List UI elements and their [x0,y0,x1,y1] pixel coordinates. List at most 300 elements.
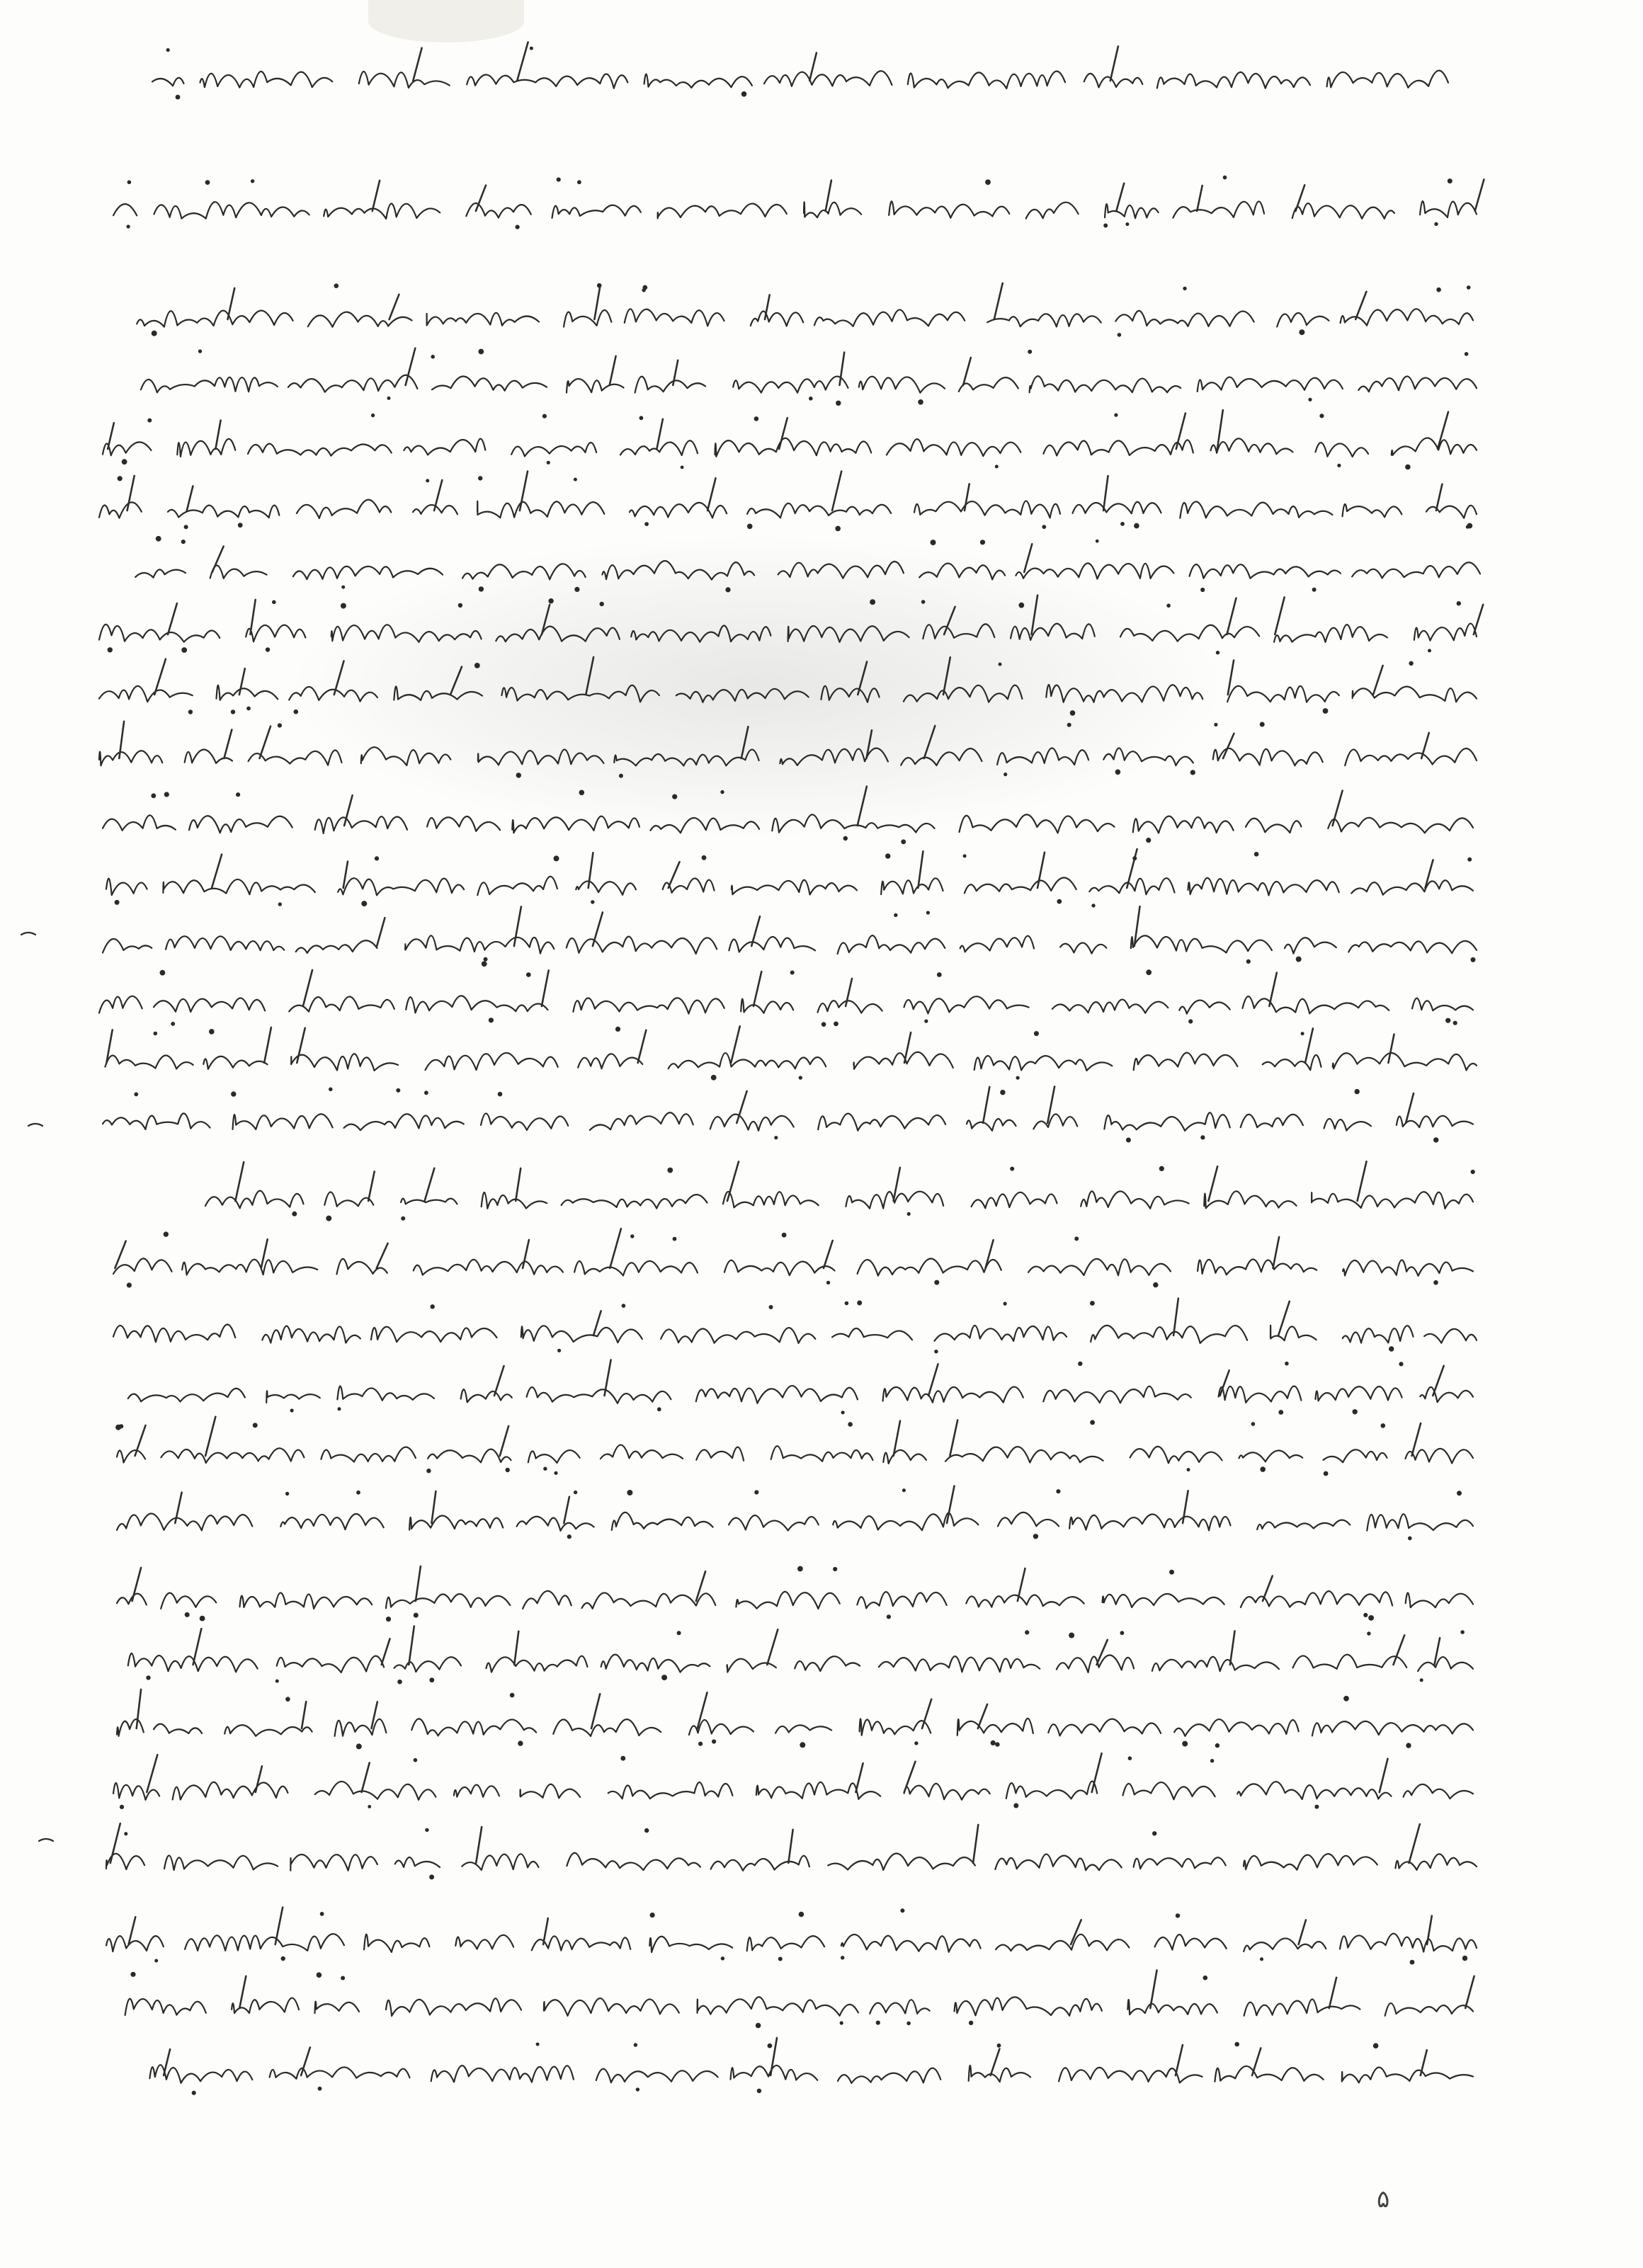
handwriting-dot [1000,1090,1005,1095]
handwriting-ascender [978,1704,987,1728]
handwriting-word [99,502,142,518]
handwriting-dot [901,839,906,844]
handwriting-dot [118,476,123,481]
handwriting-dot [120,1805,124,1809]
handwriting-dot [1363,1613,1368,1617]
handwriting-dot [1216,651,1220,654]
handwriting-dot [526,972,531,977]
handwriting-dot [387,397,391,400]
handwriting-ascender [1433,1366,1443,1396]
handwriting-word [117,1450,145,1462]
handwriting-ascender [767,1629,778,1665]
handwriting-dot [1278,1410,1283,1415]
handwriting-ascender [1103,476,1108,511]
handwriting-word [1089,878,1174,894]
handwriting-ascender [390,295,399,319]
handwriting-dot [1319,414,1324,418]
handwriting-dot [1042,525,1046,529]
handwriting-word [1043,440,1193,455]
handwriting-word [955,1997,1102,2015]
handwriting-dot [937,972,942,977]
handwriting-dot [134,1093,138,1097]
handwriting-dot [1016,1076,1020,1080]
handwriting-word [291,1054,398,1071]
handwriting-dot [184,525,188,529]
handwriting-word [502,685,659,702]
handwriting-dot [1251,1422,1256,1426]
handwriting-word [344,1114,464,1130]
handwriting-ascender [586,657,593,695]
handwriting-word [552,205,641,218]
handwriting-dot [554,855,559,861]
handwriting-word [601,1445,683,1459]
handwriting-ascender [594,285,600,320]
handwriting-word [1033,1114,1077,1129]
handwriting-word [1239,1451,1303,1462]
handwriting-word [775,1725,831,1733]
handwriting-dot [1312,588,1317,592]
handwriting-dot [840,2021,843,2024]
handwriting-word [567,379,624,392]
handwriting-word [1188,878,1339,896]
handwriting-dot [200,1616,205,1622]
handwriting-ascender [1296,185,1305,211]
handwriting-dot [634,2043,637,2046]
handwriting-dot [1355,1089,1360,1094]
handwriting-dot [1433,1137,1438,1142]
handwriting-dot [756,2023,761,2029]
handwriting-dot [160,970,166,976]
handwriting-ascender [434,480,442,511]
handwriting-dot [1215,1743,1220,1748]
handwriting-word [103,1113,210,1129]
handwriting-word [324,203,440,219]
handwriting-word [405,935,554,953]
handwriting-dot [574,587,579,592]
handwriting-dot [154,1959,158,1963]
handwriting-dot [1210,1759,1214,1762]
handwriting-word [462,564,586,579]
handwriting-ascender [108,423,114,449]
handwriting-ascender [1071,1920,1081,1944]
handwriting-word [935,1326,1067,1341]
handwriting-dot [963,854,967,857]
handwriting-dot [154,1032,158,1036]
handwriting-word [669,1053,826,1069]
handwriting-dot [1078,1362,1082,1366]
handwriting-dot [236,792,240,797]
handwriting-word [573,998,724,1013]
handwriting-dot [870,599,875,605]
handwriting-word [966,1595,1084,1607]
handwriting-word [1327,71,1448,88]
handwriting-dot [278,723,282,727]
handwriting-word [99,625,220,642]
handwriting-dot [1406,1743,1411,1748]
handwriting-word [1190,564,1341,579]
handwriting-dot [1056,1489,1060,1493]
handwriting-word [658,204,787,219]
handwriting-dot [205,180,210,185]
handwriting-dot [636,2087,639,2091]
handwriting-dot [681,466,684,469]
handwriting-ascender [239,668,245,695]
handwriting-ascender [983,1087,989,1123]
handwriting-ascender [303,970,312,1006]
handwriting-dot [1234,2042,1239,2047]
handwriting-ascender [168,603,177,634]
handwriting-dot [547,461,550,465]
handwriting-dot [1445,1018,1450,1023]
handwriting-ascender [413,48,421,81]
handwriting-dot [127,1282,132,1287]
handwriting-word [103,442,152,455]
handwriting-ascender [543,1918,548,1944]
handwriting-dot [238,523,243,528]
handwriting-word [772,814,934,832]
handwriting-dot [1018,603,1024,608]
handwriting-word [1091,1326,1247,1343]
handwriting-word [828,1854,975,1870]
handwriting-dot [209,1029,215,1035]
handwriting-dot [790,971,795,975]
handwriting-ascender [205,1417,215,1456]
handwriting-word [461,1389,512,1402]
handwriting-word [1342,2068,1473,2083]
handwriting-dot [902,1488,906,1492]
handwriting-word [883,1450,926,1464]
handwriting-dot [1187,1468,1190,1471]
handwriting-ascender [1110,46,1118,81]
handwriting-dot [375,856,379,860]
handwriting-dot [887,1614,891,1619]
handwriting-dot [1152,1831,1156,1835]
handwriting-dot [1296,957,1302,962]
handwriting-dot [1115,770,1121,775]
handwriting-dot [396,1088,400,1093]
handwriting-word [860,1719,931,1735]
handwriting-dot [1134,523,1139,529]
handwriting-dot [1074,1236,1079,1241]
handwriting-ascender [425,1168,435,1201]
handwriting-dot [386,1617,391,1622]
handwriting-word [1081,1191,1188,1208]
handwriting-dot [600,602,604,606]
handwriting-ascender [1197,186,1203,211]
handwriting-ascender [1208,1166,1217,1201]
handwriting-ascender [1409,1824,1420,1863]
handwriting-dot [774,1136,778,1139]
handwriting-ascender [239,1976,246,2008]
handwriting-ascender [1220,1370,1229,1396]
handwriting-ascender [855,1763,863,1792]
handwriting-word [747,1936,824,1951]
handwriting-word [651,818,760,833]
handwriting-word [1130,1447,1222,1463]
handwriting-dot [1028,350,1032,354]
handwriting-word [904,1784,990,1800]
handwriting-dot [281,1956,285,1961]
handwriting-dot [577,180,581,184]
handwriting-dot [991,1740,996,1745]
handwriting-ascender [1176,2045,1183,2075]
handwriting-dot [567,1534,572,1539]
handwriting-word [364,1934,429,1952]
handwriting-dot [1465,352,1469,356]
handwriting-word [338,878,464,895]
handwriting-dot [151,793,156,798]
handwriting-word [454,1785,499,1797]
handwriting-word [795,1656,860,1671]
handwriting-dot [414,1758,418,1762]
handwriting-word [1059,2068,1202,2083]
handwriting-word [1274,625,1387,642]
handwriting-dot [124,1832,127,1835]
handwriting-dot [401,1216,405,1221]
handwriting-ascender [947,1486,955,1523]
handwriting-word [113,1325,235,1343]
handwriting-dot [1182,1741,1188,1747]
handwriting-dot [747,524,753,530]
handwriting-ascender [1223,734,1234,758]
handwriting-word [838,935,945,954]
handwriting-word [386,1594,510,1608]
handwriting-dot [147,418,152,423]
handwriting-word [487,1656,588,1672]
handwriting-word [818,1114,945,1131]
margin-mark [39,1839,53,1841]
handwriting-dot [1324,1471,1329,1476]
handwriting-dot [1200,1135,1205,1139]
handwriting-dot [1471,1170,1475,1174]
handwriting-word [780,748,888,765]
handwriting-dot [778,1957,783,1961]
handwriting-word [432,376,547,390]
handwriting-dot [1409,661,1413,666]
handwriting-dot [498,1092,503,1097]
handwriting-dot [834,1022,838,1027]
handwriting-ascender [610,356,616,385]
handwriting-word [1123,1782,1215,1799]
handwriting-dot [188,710,193,714]
handwriting-ascender [788,1830,792,1863]
handwriting-word [163,879,314,894]
handwriting-dot [702,855,707,860]
handwriting-dot [574,1491,577,1494]
handwriting-dot [356,1743,362,1749]
handwriting-dot [397,1680,402,1685]
handwriting-ascender [416,1566,421,1601]
handwriting-ascender [1299,1920,1306,1945]
handwriting-word [1115,311,1253,326]
handwriting-word [996,1934,1129,1951]
handwriting-word [1043,1386,1191,1403]
handwriting-word [1198,1259,1317,1275]
handwriting-dot [338,1407,341,1411]
handwriting-dot [725,587,730,592]
handwriting-dot [1448,178,1452,183]
handwriting-word [1348,941,1477,953]
handwriting-dot [843,836,848,840]
handwriting-word [729,1515,819,1530]
handwriting-ascender [523,1240,529,1268]
handwriting-ascender [1116,183,1124,211]
handwriting-dot [667,1168,673,1173]
handwriting-ascender [135,1425,146,1456]
handwriting-word [288,375,418,392]
handwriting-ascender [1273,1237,1280,1268]
handwriting-ascender [918,851,923,888]
handwriting-word [517,1517,594,1531]
handwriting-word [838,2068,940,2083]
handwriting-word [553,1719,661,1736]
handwriting-word [997,748,1088,765]
handwriting-word [427,313,539,326]
handwriting-dot [1013,1803,1018,1808]
handwriting-word [395,1857,440,1867]
handwriting-dot [1410,1960,1415,1965]
handwriting-word [386,1998,521,2016]
handwriting-word [1420,1387,1473,1402]
handwriting-word [166,936,284,950]
handwriting-ascender [193,1629,202,1665]
handwriting-dot [536,2043,540,2046]
handwriting-dot [478,476,482,480]
handwriting-word [995,1854,1121,1871]
handwriting-dot [1260,722,1265,727]
handwriting-dot [1428,649,1431,652]
handwriting-word [1358,376,1477,392]
handwriting-word [135,569,186,577]
handwriting-word [331,625,482,642]
handwriting-word [578,1054,642,1069]
handwriting-dot [518,1740,523,1745]
handwriting-ascender [894,1168,900,1201]
handwriting-word [1073,502,1161,513]
handwriting-ascender [1475,180,1484,212]
handwriting-word [858,1258,1001,1275]
handwriting-ascender [950,1420,957,1457]
handwriting-word [394,1657,462,1672]
handwriting-dot [278,902,282,906]
handwriting-word [1352,562,1480,578]
handwriting-ascender [809,53,817,81]
handwriting-dot [999,663,1002,666]
handwriting-dot [554,1471,557,1475]
handwriting-dot [644,522,649,526]
handwriting-dot [1125,222,1129,226]
handwriting-dot [591,900,594,904]
handwriting-dot [900,1908,904,1913]
handwriting-ascender [1388,1035,1394,1063]
handwriting-ascender [1024,544,1032,572]
handwriting-word [923,624,994,639]
handwriting-ascender [965,484,970,511]
handwriting-dot [907,1212,911,1216]
handwriting-word [152,78,184,86]
handwriting-dot [1166,604,1171,608]
handwriting-word [630,503,727,518]
handwriting-dot [1025,1630,1029,1634]
handwriting-word [1243,996,1389,1013]
handwriting-dot [894,913,897,917]
handwriting-dot [1126,1138,1131,1143]
handwriting-word [564,310,611,327]
handwriting-ascender [377,918,385,946]
handwriting-word [904,685,1023,702]
handwriting-dot [1254,852,1259,857]
handwriting-ascender [591,1694,600,1728]
handwriting-dot [1146,969,1152,975]
handwriting-dot [543,1467,547,1471]
handwriting-word [478,749,603,765]
handwriting-dot [1114,414,1118,417]
handwriting-word [1414,624,1477,641]
handwriting-word [1246,819,1301,833]
handwriting-ascender [669,862,680,888]
handwriting-dot [1353,1409,1358,1414]
handwriting-word [883,1387,1023,1403]
handwriting-word [290,1854,377,1871]
handwriting-dot [285,1492,289,1495]
handwriting-ascender [228,288,235,319]
handwriting-dot [192,2091,196,2095]
handwriting-word [455,1935,513,1949]
handwriting-word [99,686,193,702]
handwriting-word [1011,624,1095,640]
handwriting-dot [1308,398,1312,401]
handwriting-dot [482,961,487,967]
handwriting-dot [1183,287,1186,290]
handwriting-dot [627,1490,632,1495]
handwriting-word [409,1516,503,1530]
handwriting-word [771,1446,873,1461]
handwriting-ascender [127,476,135,511]
handwriting-ascender [1305,1028,1313,1063]
handwriting-dot [181,540,186,544]
handwriting-dot [768,2044,773,2048]
handwriting-dot [741,91,747,97]
handwriting-word [1060,942,1106,953]
handwriting-word [747,503,891,518]
handwriting-dot [548,598,553,603]
handwriting-dot [516,773,521,777]
handwriting-word [185,1934,344,1951]
handwriting-word [676,689,809,702]
handwriting-word [1328,818,1473,833]
handwriting-word [914,501,1060,518]
handwriting-word [576,881,636,894]
handwriting-dot [1103,224,1108,228]
handwriting-dot [1090,1301,1095,1306]
handwriting-ascender [1275,598,1284,635]
handwriting-word [154,1724,202,1733]
handwriting-dot [1405,465,1411,470]
handwriting-dot [1033,1534,1038,1539]
handwriting-word [919,564,1005,580]
handwriting-dot [657,1407,661,1411]
handwriting-ascender [147,1755,157,1792]
handwriting-dot [1159,1166,1164,1171]
handwriting-word [778,562,904,579]
handwriting-word [649,1937,732,1952]
handwriting-word [361,747,451,765]
handwriting-dot [431,355,435,359]
handwriting-dot [642,288,645,292]
handwriting-dot [797,1566,803,1572]
handwriting-word [512,816,639,833]
handwriting-word [1084,74,1143,88]
